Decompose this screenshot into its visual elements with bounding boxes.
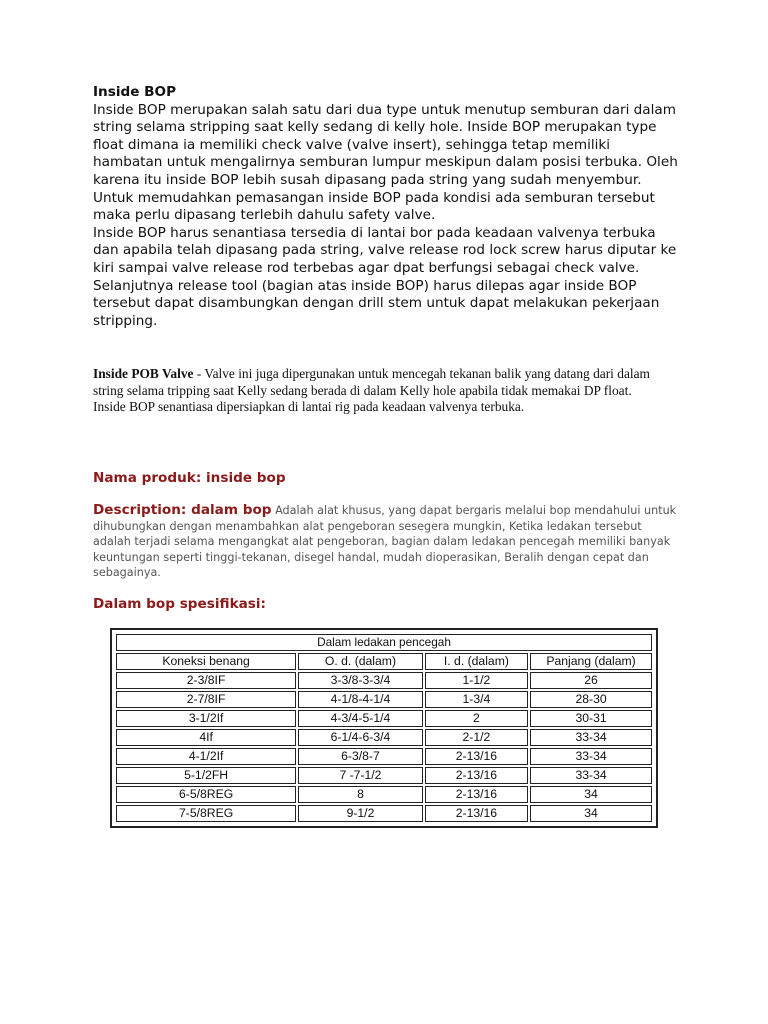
- table-cell: 33-34: [530, 767, 652, 784]
- table-caption: Dalam ledakan pencegah: [116, 634, 652, 651]
- table-cell: 9-1/2: [298, 805, 423, 822]
- table-cell: 3-1/2If: [116, 710, 296, 727]
- table-caption-row: [116, 634, 652, 651]
- table-cell: 2-13/16: [425, 805, 528, 822]
- paragraph: Inside BOP harus senantiasa tersedia di lantai bor pada keadaan valvenya terbuka dan apabila telah dipasang pada string, valve release rod lock screw harus diputar ke kiri sampai valve release rod terbebas agar dpat berfungsi sebagai check valve.: [93, 224, 677, 276]
- table-cell: 1-3/4: [425, 691, 528, 708]
- inside-pob-valve-section: [93, 366, 683, 416]
- column-header: Koneksi benang: [116, 653, 296, 670]
- table-cell: 6-1/4-6-3/4: [298, 729, 423, 746]
- table-header-row: [116, 653, 652, 670]
- paragraph-text: - Valve ini juga dipergunakan untuk mencegah tekanan balik yang datang dari dalam string selama tripping saat Kelly sedang berada di dalam Kelly hole apabila tidak memakai DP float.: [93, 366, 650, 398]
- table-cell: 7-5/8REG: [116, 805, 296, 822]
- table-cell: 26: [530, 672, 652, 689]
- paragraph: Inside BOP merupakan salah satu dari dua type untuk menutup semburan dari dalam string selama stripping saat kelly sedang di kelly hole. Inside BOP merupakan type float dimana ia memiliki check valve (valve insert), sehingga tetap memiliki hambatan untuk mengalirnya semburan lumpur meskipun dalam posisi terbuka. Oleh karena itu inside BOP lebih susah dipasang pada string yang sudah menyembur. Untuk memudahkan pemasangan inside BOP pada kondisi ada semburan tersebut maka perlu dipasang terlebih dahulu safety valve.: [93, 101, 678, 224]
- table-row: [116, 729, 652, 746]
- table-cell: 7 -7-1/2: [298, 767, 423, 784]
- description-text: Adalah alat khusus, yang dapat bergaris melalui bop mendahului untuk dihubungkan dengan menambahkan alat pengeboran sesegera mungkin, Ketika ledakan tersebut adalah terjadi selama mengangkat alat pengeboran, bagian dalam ledakan pencegah memiliki banyak keuntungan seperti tinggi-tekanan, disegel handal, mudah dioperasikan, Beralih dengan cepat dan sebagainya.: [93, 504, 677, 580]
- product-description: [93, 503, 683, 581]
- table-cell: 4-1/2If: [116, 748, 296, 765]
- table-cell: 5-1/2FH: [116, 767, 296, 784]
- table-cell: 34: [530, 805, 652, 822]
- table-cell: 2-13/16: [425, 748, 528, 765]
- table-row: [116, 672, 652, 689]
- table-cell: 2-13/16: [425, 786, 528, 803]
- section-heading: Inside BOP: [93, 84, 177, 100]
- table-cell: 30-31: [530, 710, 652, 727]
- table-row: [116, 748, 652, 765]
- table-cell: 3-3/8-3-3/4: [298, 672, 423, 689]
- table-cell: 6-5/8REG: [116, 786, 296, 803]
- table-cell: 33-34: [530, 729, 652, 746]
- paragraph: [93, 366, 683, 399]
- table-cell: 2-13/16: [425, 767, 528, 784]
- table-cell: 6-3/8-7: [298, 748, 423, 765]
- table-cell: 2: [425, 710, 528, 727]
- description-label: Description: dalam bop: [93, 502, 272, 518]
- table-cell: 4-3/4-5-1/4: [298, 710, 423, 727]
- column-header: Panjang (dalam): [530, 653, 652, 670]
- table-cell: 2-1/2: [425, 729, 528, 746]
- spec-table: [114, 632, 654, 824]
- inside-bop-section: [93, 84, 683, 330]
- table-row: [116, 691, 652, 708]
- table-cell: 4If: [116, 729, 296, 746]
- table-cell: 2-3/8IF: [116, 672, 296, 689]
- spec-table-frame: [110, 628, 658, 828]
- column-header: O. d. (dalam): [298, 653, 423, 670]
- table-cell: 34: [530, 786, 652, 803]
- paragraph: Selanjutnya release tool (bagian atas inside BOP) harus dilepas agar inside BOP tersebut dapat disambungkan dengan drill stem untuk dapat melakukan pekerjaan stripping.: [93, 277, 660, 329]
- product-name: Nama produk: inside bop: [93, 470, 286, 486]
- table-cell: 4-1/8-4-1/4: [298, 691, 423, 708]
- table-cell: 8: [298, 786, 423, 803]
- table-row: [116, 786, 652, 803]
- table-row: [116, 805, 652, 822]
- bold-term: Inside POB Valve: [93, 366, 194, 381]
- table-cell: 33-34: [530, 748, 652, 765]
- spec-heading: Dalam bop spesifikasi:: [93, 596, 266, 612]
- table-cell: 1-1/2: [425, 672, 528, 689]
- table-cell: 2-7/8IF: [116, 691, 296, 708]
- table-row: [116, 710, 652, 727]
- table-cell: 28-30: [530, 691, 652, 708]
- table-row: [116, 767, 652, 784]
- paragraph: Inside BOP senantiasa dipersiapkan di lantai rig pada keadaan valvenya terbuka.: [93, 399, 525, 414]
- column-header: I. d. (dalam): [425, 653, 528, 670]
